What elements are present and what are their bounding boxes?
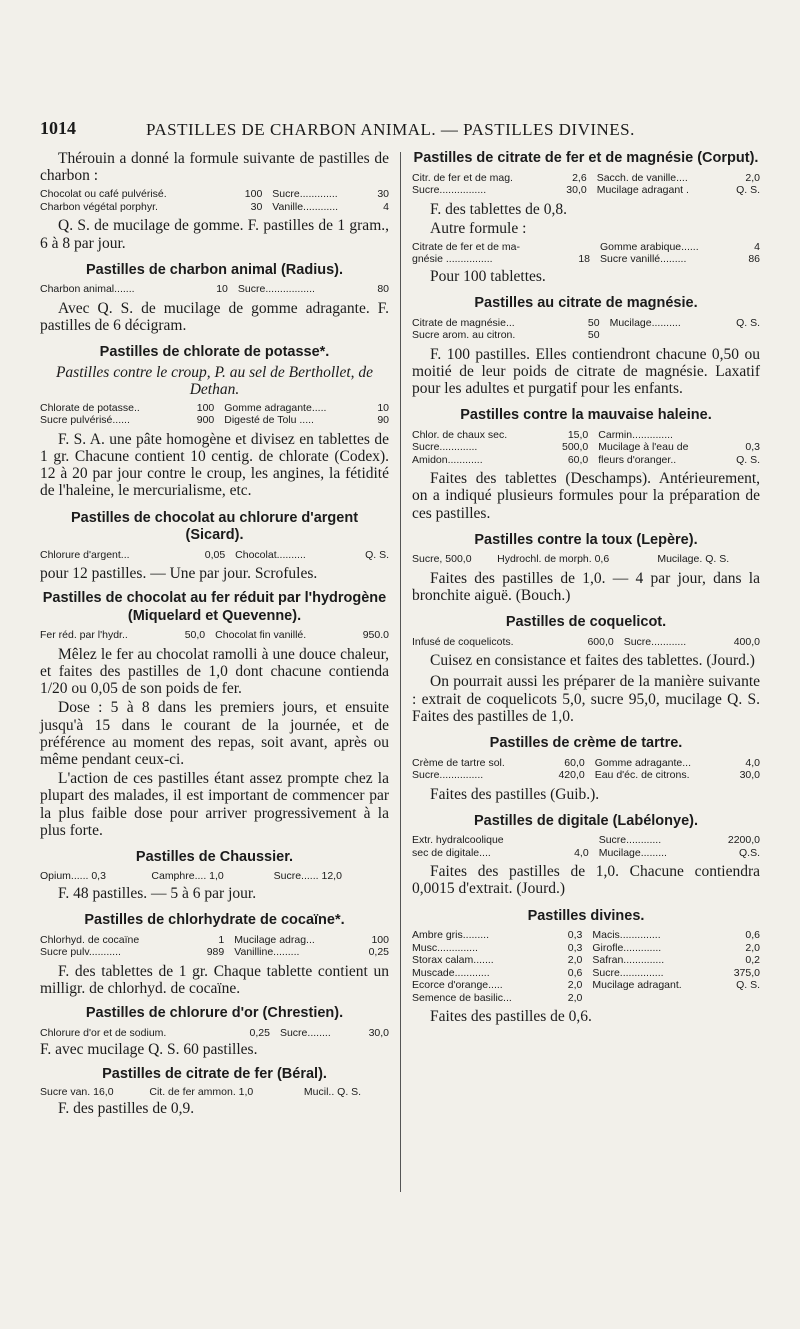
ingredient-quantity: 10: [377, 401, 389, 414]
ingredient-name: fleurs d'oranger..: [598, 453, 677, 466]
ingredient-quantity: [559, 834, 599, 847]
ingredient-quantity: 2,6: [572, 171, 587, 184]
ingredient-quantity: 100: [371, 933, 389, 946]
ingredient-quantity: 0,3: [745, 441, 760, 454]
ingredient-name: Sucre pulvérisé......: [40, 414, 130, 427]
paragraph: Pour 100 tablettes.: [430, 267, 546, 285]
ingredient-table: [412, 929, 760, 1004]
ingredient-quantity: 86: [748, 253, 760, 266]
ingredient-quantity: 30,0: [566, 184, 587, 196]
ingredient-quantity: 2,0: [745, 171, 760, 184]
ingredient-name: Sucre............: [623, 635, 687, 648]
section-heading: Pastilles de charbon animal (Radius).: [85, 261, 344, 278]
ingredient-quantity: 0,25: [368, 946, 389, 959]
ingredient-name: Mucilage à l'eau de: [598, 441, 689, 454]
ingredient-name: Sucre.............: [412, 441, 478, 454]
ingredient-quantity: Q. S.: [736, 184, 760, 196]
paragraph: On pourrait aussi les préparer de la manière suivante : extrait de coquelicots 5,0, sucre 95,0, mucilage Q. S. Faites des pastilles de 1,0.: [412, 673, 760, 725]
ingredient-quantity: 18: [578, 253, 590, 266]
ingredient-name: Sucre.................: [237, 283, 315, 296]
ingredient-quantity: 500,0: [561, 441, 589, 454]
ingredient-row: [40, 629, 389, 642]
ingredient-name: gnésie ................: [412, 253, 493, 266]
section-heading: Pastilles de chlorate de potasse*.: [99, 344, 330, 361]
ingredient-name: Charbon animal.......: [40, 283, 135, 296]
right-column: [412, 150, 760, 1025]
ingredient-name: Mucilage..........: [609, 316, 681, 329]
ingredient-table: [40, 1027, 389, 1040]
section-heading: Pastilles de crème de tartre.: [489, 735, 683, 752]
ingredient-name: Mucil.. Q. S.: [303, 1085, 362, 1098]
ingredient-name: Infusé de coquelicots.: [412, 635, 514, 648]
ingredient-row: [40, 946, 389, 959]
paragraph: Autre formule :: [430, 219, 527, 237]
section-heading: Pastilles de chlorhydrate de cocaïne*.: [84, 912, 345, 929]
section-heading: Pastilles de digitale (Labélonye).: [473, 812, 698, 829]
ingredient-name: Mucilage adrag...: [234, 933, 315, 946]
ingredient-row: [40, 549, 389, 562]
ingredient-quantity: 4: [754, 240, 760, 253]
ingredient-name: Ecorce d'orange.....: [412, 979, 503, 992]
section-heading: Pastilles de citrate de fer et de magnésie (Corput).: [413, 150, 759, 166]
ingredient-quantity: 375,0: [733, 966, 760, 979]
ingredient-quantity: 989: [206, 946, 225, 959]
ingredient-quantity: 30,0: [739, 769, 760, 782]
ingredient-table: [412, 757, 760, 782]
ingredient-name: Chocolat ou café pulvérisé.: [40, 188, 167, 201]
section-heading: Pastilles divines.: [527, 907, 645, 924]
paragraph: pour 12 pastilles. — Une par jour. Scrofules.: [40, 565, 318, 583]
section-heading: Pastilles de chlorure d'or (Chrestien).: [85, 1005, 344, 1022]
running-head: PASTILLES DE CHARBON ANIMAL. — PASTILLES DIVINES.: [146, 120, 635, 139]
ingredient-row: [40, 414, 389, 427]
ingredient-name: Chocolat..........: [235, 548, 306, 561]
ingredient-quantity: 80: [377, 283, 389, 296]
ingredient-quantity: [569, 241, 600, 254]
ingredient-table: [40, 934, 389, 959]
paragraph: L'action de ces pastilles étant assez prompte chez la plupart des malades, il est important de commencer par la plus faible dose pour arriver progressivement à la plus forte.: [40, 770, 389, 839]
ingredient-quantity: Q. S.: [736, 316, 760, 329]
ingredient-name: Camphre.... 1,0: [151, 870, 224, 883]
ingredient-name: Chlorate de potasse..: [40, 401, 140, 414]
section-heading: Pastilles contre la mauvaise haleine.: [460, 407, 712, 424]
ingredient-row: [412, 757, 760, 770]
ingredient-name: Chlorure d'or et de sodium.: [40, 1026, 167, 1039]
ingredient-name: Chlor. de chaux sec.: [412, 428, 508, 441]
ingredient-name: Sacch. de vanille....: [596, 171, 688, 184]
ingredient-name: Sucre........: [279, 1026, 331, 1039]
section-heading: Pastilles de Chaussier.: [135, 848, 294, 865]
ingredient-name: Gomme arabique......: [600, 240, 699, 253]
ingredient-row: [412, 636, 760, 649]
column-divider: [400, 152, 401, 1192]
ingredient-name: Vanille............: [272, 200, 339, 213]
ingredient-name: Sucre................: [412, 184, 487, 196]
ingredient-quantity: 60,0: [564, 756, 585, 769]
ingredient-quantity: 100: [196, 401, 215, 414]
ingredient-row: [40, 201, 389, 214]
ingredient-name: Ambre gris.........: [412, 929, 490, 942]
ingredient-row: [40, 402, 389, 415]
ingredient-name: Sucre...... 12,0: [273, 870, 342, 883]
ingredient-row: [40, 188, 389, 201]
ingredient-quantity: 50,0: [184, 629, 206, 642]
ingredient-row: [412, 847, 760, 860]
paragraph: Dose : 5 à 8 dans les premiers jours, et ensuite jusqu'à 15 dans le courant de la journée, et de préférence au moment des repas, soit avant, après ou même pendant ceux-ci.: [40, 699, 389, 768]
ingredient-table: [40, 1086, 389, 1099]
paragraph: F. des tablettes de 0,8.: [430, 200, 567, 218]
ingredient-row: [412, 967, 760, 980]
ingredient-quantity: 420,0: [558, 769, 585, 782]
section-heading: Pastilles de coquelicot.: [505, 614, 667, 631]
ingredient-name: Citr. de fer et de mag.: [412, 171, 513, 184]
section-subtitle: Pastilles contre le croup, P. au sel de Berthollet, de Dethan.: [55, 363, 374, 398]
section-heading: Pastilles de citrate de fer (Béral).: [102, 1066, 327, 1083]
ingredient-row: [412, 429, 760, 442]
paragraph: F. des pastilles de 0,9.: [58, 1100, 195, 1118]
ingredient-quantity: 600,0: [587, 635, 614, 648]
paragraph: F. 100 pastilles. Elles contiendront chacune 0,50 ou moitié de leur poids de citrate de magnésie. Laxatif pour les adultes et purgatif pour les enfants.: [412, 345, 760, 398]
ingredient-name: Mucilage.........: [598, 846, 667, 859]
ingredient-row: [412, 979, 760, 992]
paragraph: Faites des tablettes (Deschamps). Antérieurement, on a indiqué plusieurs formules pour la préparation de ces pastilles.: [412, 470, 760, 522]
ingredient-quantity: 0,6: [745, 929, 760, 942]
ingredient-name: Girofle.............: [592, 941, 662, 954]
ingredient-quantity: 2,0: [745, 941, 760, 954]
paragraph: Q. S. de mucilage de gomme. F. pastilles de 1 gram., 6 à 8 par jour.: [40, 217, 389, 252]
ingredient-table: [40, 870, 389, 883]
ingredient-table: [40, 402, 389, 427]
ingredient-name: Opium...... 0,3: [40, 870, 106, 883]
ingredient-row: [412, 553, 760, 566]
ingredient-quantity: 30: [250, 200, 263, 213]
ingredient-table: [40, 283, 389, 296]
ingredient-quantity: 0,25: [249, 1026, 270, 1039]
ingredient-quantity: Q. S.: [736, 979, 760, 992]
paragraph: Faites des pastilles (Guib.).: [430, 785, 600, 803]
ingredient-name: Charbon végétal porphyr.: [40, 200, 158, 213]
ingredient-name: Sucre pulv...........: [40, 946, 121, 959]
ingredient-name: Gomme adragante.....: [224, 401, 327, 414]
ingredient-quantity: Q. S.: [736, 453, 760, 466]
section-heading: Pastilles contre la toux (Lepère).: [474, 531, 698, 548]
paragraph: Cuisez en consistance et faites des tablettes. (Jourd.): [430, 652, 755, 670]
ingredient-quantity: 4: [383, 200, 389, 213]
paragraph: Faites des pastilles de 1,0. — 4 par jour, dans la bronchite aiguë. (Bouch.): [412, 569, 760, 605]
ingredient-name: Storax calam.......: [412, 954, 494, 967]
ingredient-name: Sucre van. 16,0: [40, 1085, 114, 1098]
ingredient-name: Mucilage adragant .: [596, 184, 689, 196]
ingredient-name: Sucre, 500,0: [412, 553, 472, 566]
ingredient-quantity: 60,0: [567, 453, 589, 466]
ingredient-row: [412, 329, 760, 342]
ingredient-name: [592, 992, 721, 1005]
ingredient-name: Sucre...............: [412, 769, 484, 782]
paragraph: Mêlez le fer au chocolat ramolli à une douce chaleur, et faites des pastilles de 1,0 dont chacune contienda 1/20 ou 0,05 de son poids de fer.: [40, 645, 389, 698]
ingredient-quantity: 950.0: [362, 629, 389, 642]
ingredient-quantity: 50: [587, 316, 600, 329]
ingredient-row: [412, 942, 760, 955]
paragraph: Faites des pastilles de 1,0. Chacune contiendra 0,0015 d'extrait. (Jourd.): [412, 863, 760, 898]
ingredient-row: [412, 441, 760, 454]
ingredient-row: [412, 834, 760, 847]
ingredient-row: [40, 283, 389, 296]
ingredient-table: [412, 553, 760, 566]
ingredient-name: Digesté de Tolu .....: [224, 414, 314, 427]
ingredient-row: [412, 172, 760, 185]
ingredient-quantity: 2,0: [567, 979, 583, 992]
ingredient-name: Cit. de fer ammon. 1,0: [149, 1085, 254, 1098]
ingredient-quantity: 15,0: [567, 428, 589, 441]
ingredient-quantity: 90: [377, 414, 389, 427]
ingredient-quantity: 4,0: [574, 846, 589, 859]
ingredient-table: [412, 636, 760, 649]
ingredient-row: [40, 1027, 389, 1040]
ingredient-row: [412, 992, 760, 1005]
ingredient-quantity: 0,3: [567, 929, 583, 942]
ingredient-row: [412, 241, 760, 254]
ingredient-table: [412, 317, 760, 342]
ingredient-name: Vanilline.........: [234, 946, 300, 959]
ingredient-name: Sucre............: [598, 834, 662, 847]
ingredient-quantity: 100: [244, 188, 263, 201]
ingredient-table: [412, 834, 760, 859]
ingredient-row: [412, 954, 760, 967]
page-number: 1014: [40, 118, 76, 138]
ingredient-quantity: 30,0: [368, 1026, 389, 1039]
ingredient-quantity: [726, 429, 760, 442]
ingredient-quantity: 2,0: [567, 954, 583, 967]
paragraph: Avec Q. S. de mucilage de gomme adragante. F. pastilles de 6 décigram.: [40, 299, 389, 335]
paragraph: Thérouin a donné la formule suivante de pastilles de charbon :: [40, 150, 389, 185]
section-heading: Pastilles au citrate de magnésie.: [474, 295, 698, 312]
ingredient-name: Crème de tartre sol.: [412, 756, 505, 769]
ingredient-quantity: [722, 992, 760, 1005]
ingredient-name: Fer réd. par l'hydr..: [40, 629, 128, 642]
ingredient-quantity: 0,6: [567, 966, 583, 979]
paragraph: Faites des pastilles de 0,6.: [430, 1008, 592, 1026]
ingredient-name: Citrate de magnésie...: [412, 316, 515, 329]
ingredient-name: Carmin..............: [598, 428, 673, 441]
paragraph: F. S. A. une pâte homogène et divisez en tablettes de 1 gr. Chacune contient 10 centig. de chlorate (Codex). 12 à 20 par jour contre le croup, les angines, la fétidité de l'haleine, le mercurialisme, etc.: [40, 430, 389, 500]
ingredient-quantity: 0,2: [745, 954, 760, 967]
ingredient-quantity: 4,0: [745, 756, 760, 769]
ingredient-name: Sucre...............: [592, 966, 664, 979]
ingredient-table: [40, 549, 389, 562]
ingredient-row: [412, 929, 760, 942]
ingredient-name: Sucre.............: [272, 188, 338, 201]
ingredient-quantity: 30: [377, 188, 389, 201]
ingredient-name: Muscade............: [412, 966, 490, 979]
ingredient-name: Mucilage. Q. S.: [657, 553, 730, 566]
ingredient-name: Eau d'éc. de citrons.: [594, 769, 690, 782]
section-heading: Pastilles de chocolat au fer réduit par l'hydrogène (Miquelard et Quevenne).: [42, 590, 387, 624]
ingredient-name: sec de digitale....: [412, 846, 491, 859]
ingredient-row: [40, 870, 389, 883]
ingredient-table: [40, 188, 389, 213]
ingredient-name: Extr. hydralcoolique: [412, 834, 504, 847]
ingredient-name: Chlorhyd. de cocaïne: [40, 933, 140, 946]
ingredient-name: Sucre arom. au citron.: [412, 329, 516, 342]
ingredient-name: Sucre vanillé.........: [600, 253, 687, 266]
ingredient-name: Amidon............: [412, 453, 483, 466]
ingredient-name: Semence de basilic...: [412, 991, 512, 1004]
ingredient-name: [610, 329, 723, 342]
ingredient-row: [40, 934, 389, 947]
ingredient-quantity: 50: [587, 329, 600, 342]
paragraph: F. avec mucilage Q. S. 60 pastilles.: [40, 1041, 258, 1059]
ingredient-row: [412, 769, 760, 782]
ingredient-quantity: 900: [196, 414, 215, 427]
paragraph: F. 48 pastilles. — 5 à 6 par jour.: [58, 884, 257, 902]
ingredient-quantity: 10: [216, 283, 228, 296]
ingredient-name: Gomme adragante...: [594, 756, 692, 769]
ingredient-table: [412, 429, 760, 467]
ingredient-table: [40, 629, 389, 642]
ingredient-name: Safran..............: [592, 954, 665, 967]
ingredient-name: Musc..............: [412, 941, 478, 954]
ingredient-row: [412, 317, 760, 330]
ingredient-name: Mucilage adragant.: [592, 979, 682, 992]
ingredient-row: [412, 184, 760, 197]
ingredient-quantity: Q.S.: [738, 846, 760, 859]
ingredient-quantity: 2,0: [567, 991, 583, 1004]
ingredient-table: [412, 172, 760, 197]
ingredient-quantity: 2200,0: [727, 834, 760, 847]
ingredient-quantity: Q. S.: [365, 548, 389, 561]
ingredient-name: Hydrochl. de morph. 0,6: [497, 553, 610, 566]
ingredient-table: [412, 241, 760, 266]
section-heading: Pastilles de chocolat au chlorure d'argent (Sicard).: [70, 509, 359, 544]
ingredient-quantity: 400,0: [733, 635, 760, 648]
ingredient-row: [40, 1086, 389, 1099]
ingredient-quantity: 0,3: [567, 941, 583, 954]
ingredient-name: Chlorure d'argent...: [40, 548, 130, 561]
ingredient-quantity: 1: [218, 933, 225, 946]
ingredient-row: [412, 253, 760, 266]
ingredient-name: Citrate de fer et de ma-: [412, 240, 520, 253]
ingredient-quantity: [722, 329, 760, 342]
page-header: [40, 118, 760, 142]
paragraph: F. des tablettes de 1 gr. Chaque tablette contient un milligr. de chlorhyd. de cocaïne.: [40, 962, 389, 997]
ingredient-quantity: 0,05: [204, 548, 226, 561]
ingredient-name: Macis..............: [592, 929, 661, 942]
left-column: [40, 150, 389, 1117]
ingredient-row: [412, 454, 760, 467]
ingredient-name: Chocolat fin vanillé.: [215, 629, 307, 642]
